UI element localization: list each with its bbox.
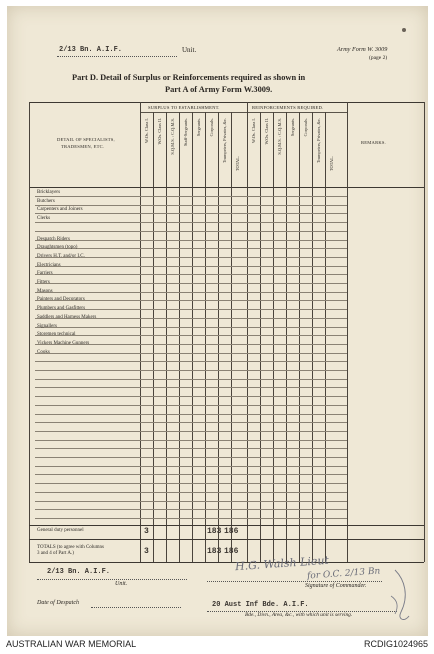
row-rule xyxy=(35,431,347,432)
pencil-scribble xyxy=(387,566,417,626)
signature-handwritten: H.G. Walsh Lieut xyxy=(234,553,330,574)
brigade-label: Bde., Divn., Area, &c., with which unit is serving. xyxy=(245,612,353,618)
row-rule xyxy=(35,361,347,362)
row-rule xyxy=(35,196,347,197)
column-divider xyxy=(347,102,348,562)
totals-total-value: 186 xyxy=(224,547,239,556)
reinforcement-column-heading: Sergeants. xyxy=(290,118,295,137)
row-rule xyxy=(35,466,347,467)
column-divider xyxy=(231,112,232,562)
column-divider xyxy=(325,112,326,562)
row-rule xyxy=(35,327,347,328)
surplus-column-heading: W.Os. Class I. xyxy=(144,118,149,144)
form-sheet xyxy=(7,6,428,636)
detail-header-line2: TRADESMEN, ETC. xyxy=(61,144,105,149)
row-rule xyxy=(35,422,347,423)
row-rule xyxy=(35,501,347,502)
signature-label: Signature of Commander. xyxy=(305,583,367,589)
archive-id: RCDIG1024965 xyxy=(363,639,428,649)
row-rule xyxy=(35,370,347,371)
row-rule xyxy=(35,292,347,293)
surplus-column-heading: W.Os. Class II. xyxy=(157,118,162,145)
row-rule xyxy=(35,387,347,388)
surplus-column-heading: Trumpeters, Privates, &c. xyxy=(222,118,227,164)
row-rule xyxy=(35,353,347,354)
totals-label-line2: 3 and 4 of Part A.) xyxy=(37,551,74,556)
trade-row-label: Cooks xyxy=(37,349,50,355)
general-duty-total-value: 186 xyxy=(224,527,239,536)
surplus-column-heading: TOTAL. xyxy=(235,156,240,172)
totals-label-line1: TOTALS (to agree with Columns xyxy=(37,545,104,550)
row-rule xyxy=(35,205,347,206)
column-divider xyxy=(247,102,248,562)
row-rule xyxy=(35,405,347,406)
footer-unit-typed: 2/13 Bn. A.I.F. xyxy=(47,568,111,576)
row-rule xyxy=(35,518,347,519)
row-rule xyxy=(35,509,347,510)
footer-unit-label: Unit. xyxy=(115,581,128,587)
reinforcement-column-heading: W.Os. Class I. xyxy=(251,118,256,144)
row-rule xyxy=(35,213,347,214)
row-rule xyxy=(35,274,347,275)
column-divider xyxy=(299,112,300,562)
reinforcements-header: REINFORCEMENTS REQUIRED. xyxy=(252,105,324,110)
totals-privates-value: 183 xyxy=(207,547,222,556)
row-rule xyxy=(35,492,347,493)
row-rule xyxy=(35,335,347,336)
column-divider xyxy=(179,112,180,562)
row-rule xyxy=(35,379,347,380)
row-rule xyxy=(35,283,347,284)
footer-unit-line xyxy=(37,579,187,580)
row-rule xyxy=(35,248,347,249)
totals-rule xyxy=(29,525,424,526)
row-rule xyxy=(35,266,347,267)
column-divider xyxy=(260,112,261,562)
unit-typed: 2/13 Bn. A.I.F. xyxy=(59,46,123,54)
table-top-border xyxy=(29,102,424,103)
page-ref: (page 2) xyxy=(369,55,388,61)
column-divider xyxy=(312,112,313,562)
row-rule xyxy=(35,414,347,415)
table-header-bottom-border xyxy=(29,187,424,188)
signature-handwritten-line2: for O.C. 2/13 Bn xyxy=(306,566,381,582)
trade-row-label: Carpenters and Joiners xyxy=(37,207,83,213)
brigade-typed: 20 Aust Inf Bde. A.I.F. xyxy=(212,601,309,609)
surplus-column-heading: Staff-Sergeants. xyxy=(183,118,188,147)
despatch-label: Date of Despatch xyxy=(37,600,79,606)
trade-row-label: Vickers Machine Gunners xyxy=(37,340,90,346)
trade-row-label: Fitters xyxy=(37,280,50,285)
column-divider xyxy=(29,102,30,562)
reinforcement-column-heading: TOTAL. xyxy=(329,156,334,172)
trade-row-label: Clerks xyxy=(37,216,51,222)
reinforcement-column-heading: Corporals. xyxy=(303,118,308,137)
surplus-column-heading: Sergeants. xyxy=(196,118,201,137)
trade-row-label: Signallers xyxy=(37,323,57,329)
trade-row-label: Saddlers and Harness Makers xyxy=(37,314,97,320)
general-duty-label: General duty personnel xyxy=(37,528,84,533)
trade-row-label: Draughtsmen (topo) xyxy=(37,245,78,251)
trade-row-label: Farriers xyxy=(37,271,53,277)
reinforcement-column-heading: Trumpeters, Privates, &c. xyxy=(316,118,321,164)
column-divider xyxy=(205,112,206,562)
column-divider xyxy=(273,112,274,562)
surplus-column-heading: Corporals. xyxy=(209,118,214,137)
general-duty-wo1-value: 3 xyxy=(144,527,149,536)
totals-rule xyxy=(29,539,424,540)
trade-row-label: Electricians xyxy=(37,262,61,268)
column-divider xyxy=(192,112,193,562)
trade-row-label: Butchers xyxy=(37,198,55,204)
row-rule xyxy=(35,222,347,223)
despatch-line xyxy=(91,607,181,608)
trade-row-label: Despatch Riders xyxy=(37,236,70,242)
reinforcement-column-heading: W.Os. Class II. xyxy=(264,118,269,145)
trade-row-label: Storemen technical xyxy=(37,332,76,338)
column-divider xyxy=(218,112,219,562)
row-rule xyxy=(35,231,347,232)
row-rule xyxy=(35,448,347,449)
trade-row-label: Drivers H.T. and/or I.C. xyxy=(37,253,85,259)
unit-dotted-line xyxy=(57,56,177,57)
column-divider xyxy=(166,112,167,562)
detail-header-line1: DETAIL OF SPECIALISTS, xyxy=(57,137,115,142)
row-rule xyxy=(35,457,347,458)
part-title-line1: Part D. Detail of Surplus or Reinforcements required as shown in xyxy=(72,73,306,82)
column-divider xyxy=(153,112,154,562)
trade-row-label: Bricklayers xyxy=(37,190,61,195)
trade-row-label: Plumbers and Gasfitters xyxy=(37,306,86,312)
reinforcement-column-heading: S.Q.M.S. : C.Q.M.S. xyxy=(277,118,282,155)
row-rule xyxy=(35,474,347,475)
archive-footer xyxy=(0,636,434,654)
totals-rule xyxy=(29,562,424,563)
totals-wo1-value: 3 xyxy=(144,547,149,556)
remarks-header: REMARKS. xyxy=(361,140,386,145)
part-title-line2: Part A of Army Form W.3009. xyxy=(165,85,273,94)
signature-line xyxy=(207,581,382,582)
surplus-header: SURPLUS TO ESTABLISHMENT. xyxy=(148,105,220,110)
row-rule xyxy=(35,240,347,241)
row-rule xyxy=(35,483,347,484)
surplus-column-heading: S.Q.M.S. : C.Q.M.S. xyxy=(170,118,175,155)
column-divider xyxy=(286,112,287,562)
column-divider xyxy=(140,102,141,562)
form-ref: Army Form W. 3009 xyxy=(337,46,388,53)
column-divider xyxy=(424,102,425,562)
archive-name: AUSTRALIAN WAR MEMORIAL xyxy=(6,639,137,649)
row-rule xyxy=(35,396,347,397)
trade-row-label: Masons xyxy=(37,288,53,294)
punch-hole xyxy=(402,28,406,32)
trade-row-label: Painters and Decorators xyxy=(37,297,85,303)
general-duty-privates-value: 183 xyxy=(207,527,222,536)
subheader-line xyxy=(140,112,347,113)
row-rule xyxy=(35,440,347,441)
unit-label: Unit. xyxy=(182,46,197,54)
